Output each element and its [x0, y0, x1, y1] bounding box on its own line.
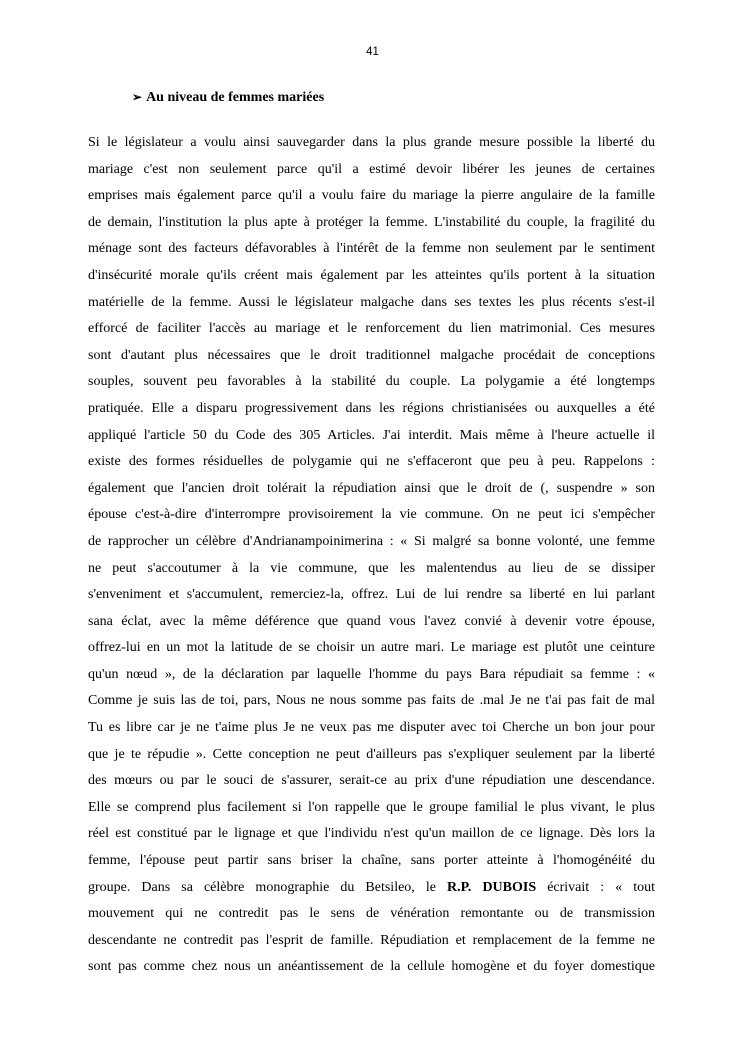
text-line: que je te répudie ». Cette conception ne peut d'ailleurs pas s'expliquer seulement par la liberté	[88, 746, 655, 762]
text-line: ne peut s'accoutumer à la vie commune, que les malentendus au lieu de se dissiper	[88, 560, 655, 576]
text-line: mariage c'est non seulement parce qu'il a estimé devoir libérer les jeunes de certaines	[88, 161, 655, 177]
text-line: également que l'ancien droit tolérait la répudiation ainsi que le droit de (, suspendre » son	[88, 480, 655, 496]
text-line: s'enveniment et s'accumulent, remerciez-la, offrez. Lui de lui rendre sa liberté en lui parlant	[88, 587, 655, 603]
text-line: sana éclat, avec la même déférence que quand vous l'avez convié à devenir votre épouse,	[88, 613, 655, 629]
text-line: femme, l'épouse peut partir sans briser la chaîne, sans porter atteinte à l'homogénéité du	[88, 853, 655, 869]
text-line: mouvement qui ne contredit pas le sens de vénération remontante ou de transmission	[88, 906, 655, 922]
text-line: descendante ne contredit pas l'esprit de famille. Répudiation et remplacement de la femme ne	[88, 932, 655, 948]
text-line: Si le législateur a voulu ainsi sauvegarder dans la plus grande mesure possible la liberté du	[88, 135, 655, 150]
text-line: épouse c'est-à-dire d'interrompre provisoirement la vie commune. On ne peut ici s'empêcher	[88, 507, 655, 523]
text-line: de demain, l'institution la plus apte à protéger la femme. L'instabilité du couple, la fragilité du	[88, 214, 655, 230]
section-heading	[132, 90, 324, 106]
author-name-bold: R.P. DUBOIS	[447, 879, 537, 895]
text-line: matérielle de la femme. Aussi le législateur malgache dans ses textes les plus récents s'est-il	[88, 294, 655, 310]
text-line: Comme je suis las de toi, pars, Nous ne nous somme pas faits de .mal Je ne t'ai pas fait de mal	[88, 693, 655, 709]
text-line: emprises mais également parce qu'il a voulu faire du mariage la pierre angulaire de la famille	[88, 188, 655, 204]
text-line: existe des formes résiduelles de polygamie qui ne s'effaceront que peu à peu. Rappelons :	[88, 454, 655, 470]
section-heading-text: Au niveau de femmes mariées	[146, 90, 325, 105]
text-line: qu'un nœud », de la déclaration par laquelle l'homme du pays Bara répudiait sa femme : «	[88, 666, 655, 682]
page-number: 41	[366, 46, 379, 58]
text-line: d'insécurité morale qu'ils créent mais également par les atteintes qu'ils portent à la situation	[88, 267, 655, 283]
text-line: ménage sont des facteurs défavorables à l'intérêt de la femme non seulement par le sentiment	[88, 241, 655, 257]
text-line: souples, souvent peu favorables à la stabilité du couple. La polygamie a été longtemps	[88, 374, 655, 390]
text-line: Elle se comprend plus facilement si l'on rappelle que le groupe familial le plus vivant, le plus	[88, 799, 655, 815]
text-line: efforcé de faciliter l'accès au mariage et le renforcement du lien matrimonial. Ces mesures	[88, 321, 655, 337]
text-line: réel est constitué par le lignage et que l'individu n'est qu'un maillon de ce lignage. Dès lors la	[88, 826, 655, 842]
text-line: Tu es libre car je ne t'aime plus Je ne veux pas me disputer avec toi Cherche un bon jour pour	[88, 720, 655, 736]
arrow-bullet-icon: ➢	[132, 90, 143, 104]
text-line: appliqué l'article 50 du Code des 305 Articles. J'ai interdit. Mais même à l'heure actuelle il	[88, 427, 655, 443]
body-paragraph	[88, 130, 655, 981]
text-line: sont d'autant plus nécessaires que le droit traditionnel malgache procédait de conceptions	[88, 347, 655, 363]
text-line: pratiquée. Elle a disparu progressivement dans les régions christianisées ou auxquelles a été	[88, 400, 655, 416]
text-line: des mœurs ou par le souci de s'assurer, serait-ce au prix d'une répudiation une descendance.	[88, 773, 655, 789]
text-line: offrez-lui en un mot la latitude de se choisir un autre mari. Le mariage est plutôt une ceinture	[88, 640, 655, 656]
text-line: groupe. Dans sa célèbre monographie du Betsileo, le R.P. DUBOIS écrivait : « tout	[88, 879, 655, 895]
text-line: de rapprocher un célèbre d'Andrianampoinimerina : « Si malgré sa bonne volonté, une femme	[88, 533, 655, 549]
text-line: sont pas comme chez nous un anéantissement de la cellule homogène et du foyer domestique	[88, 959, 655, 975]
